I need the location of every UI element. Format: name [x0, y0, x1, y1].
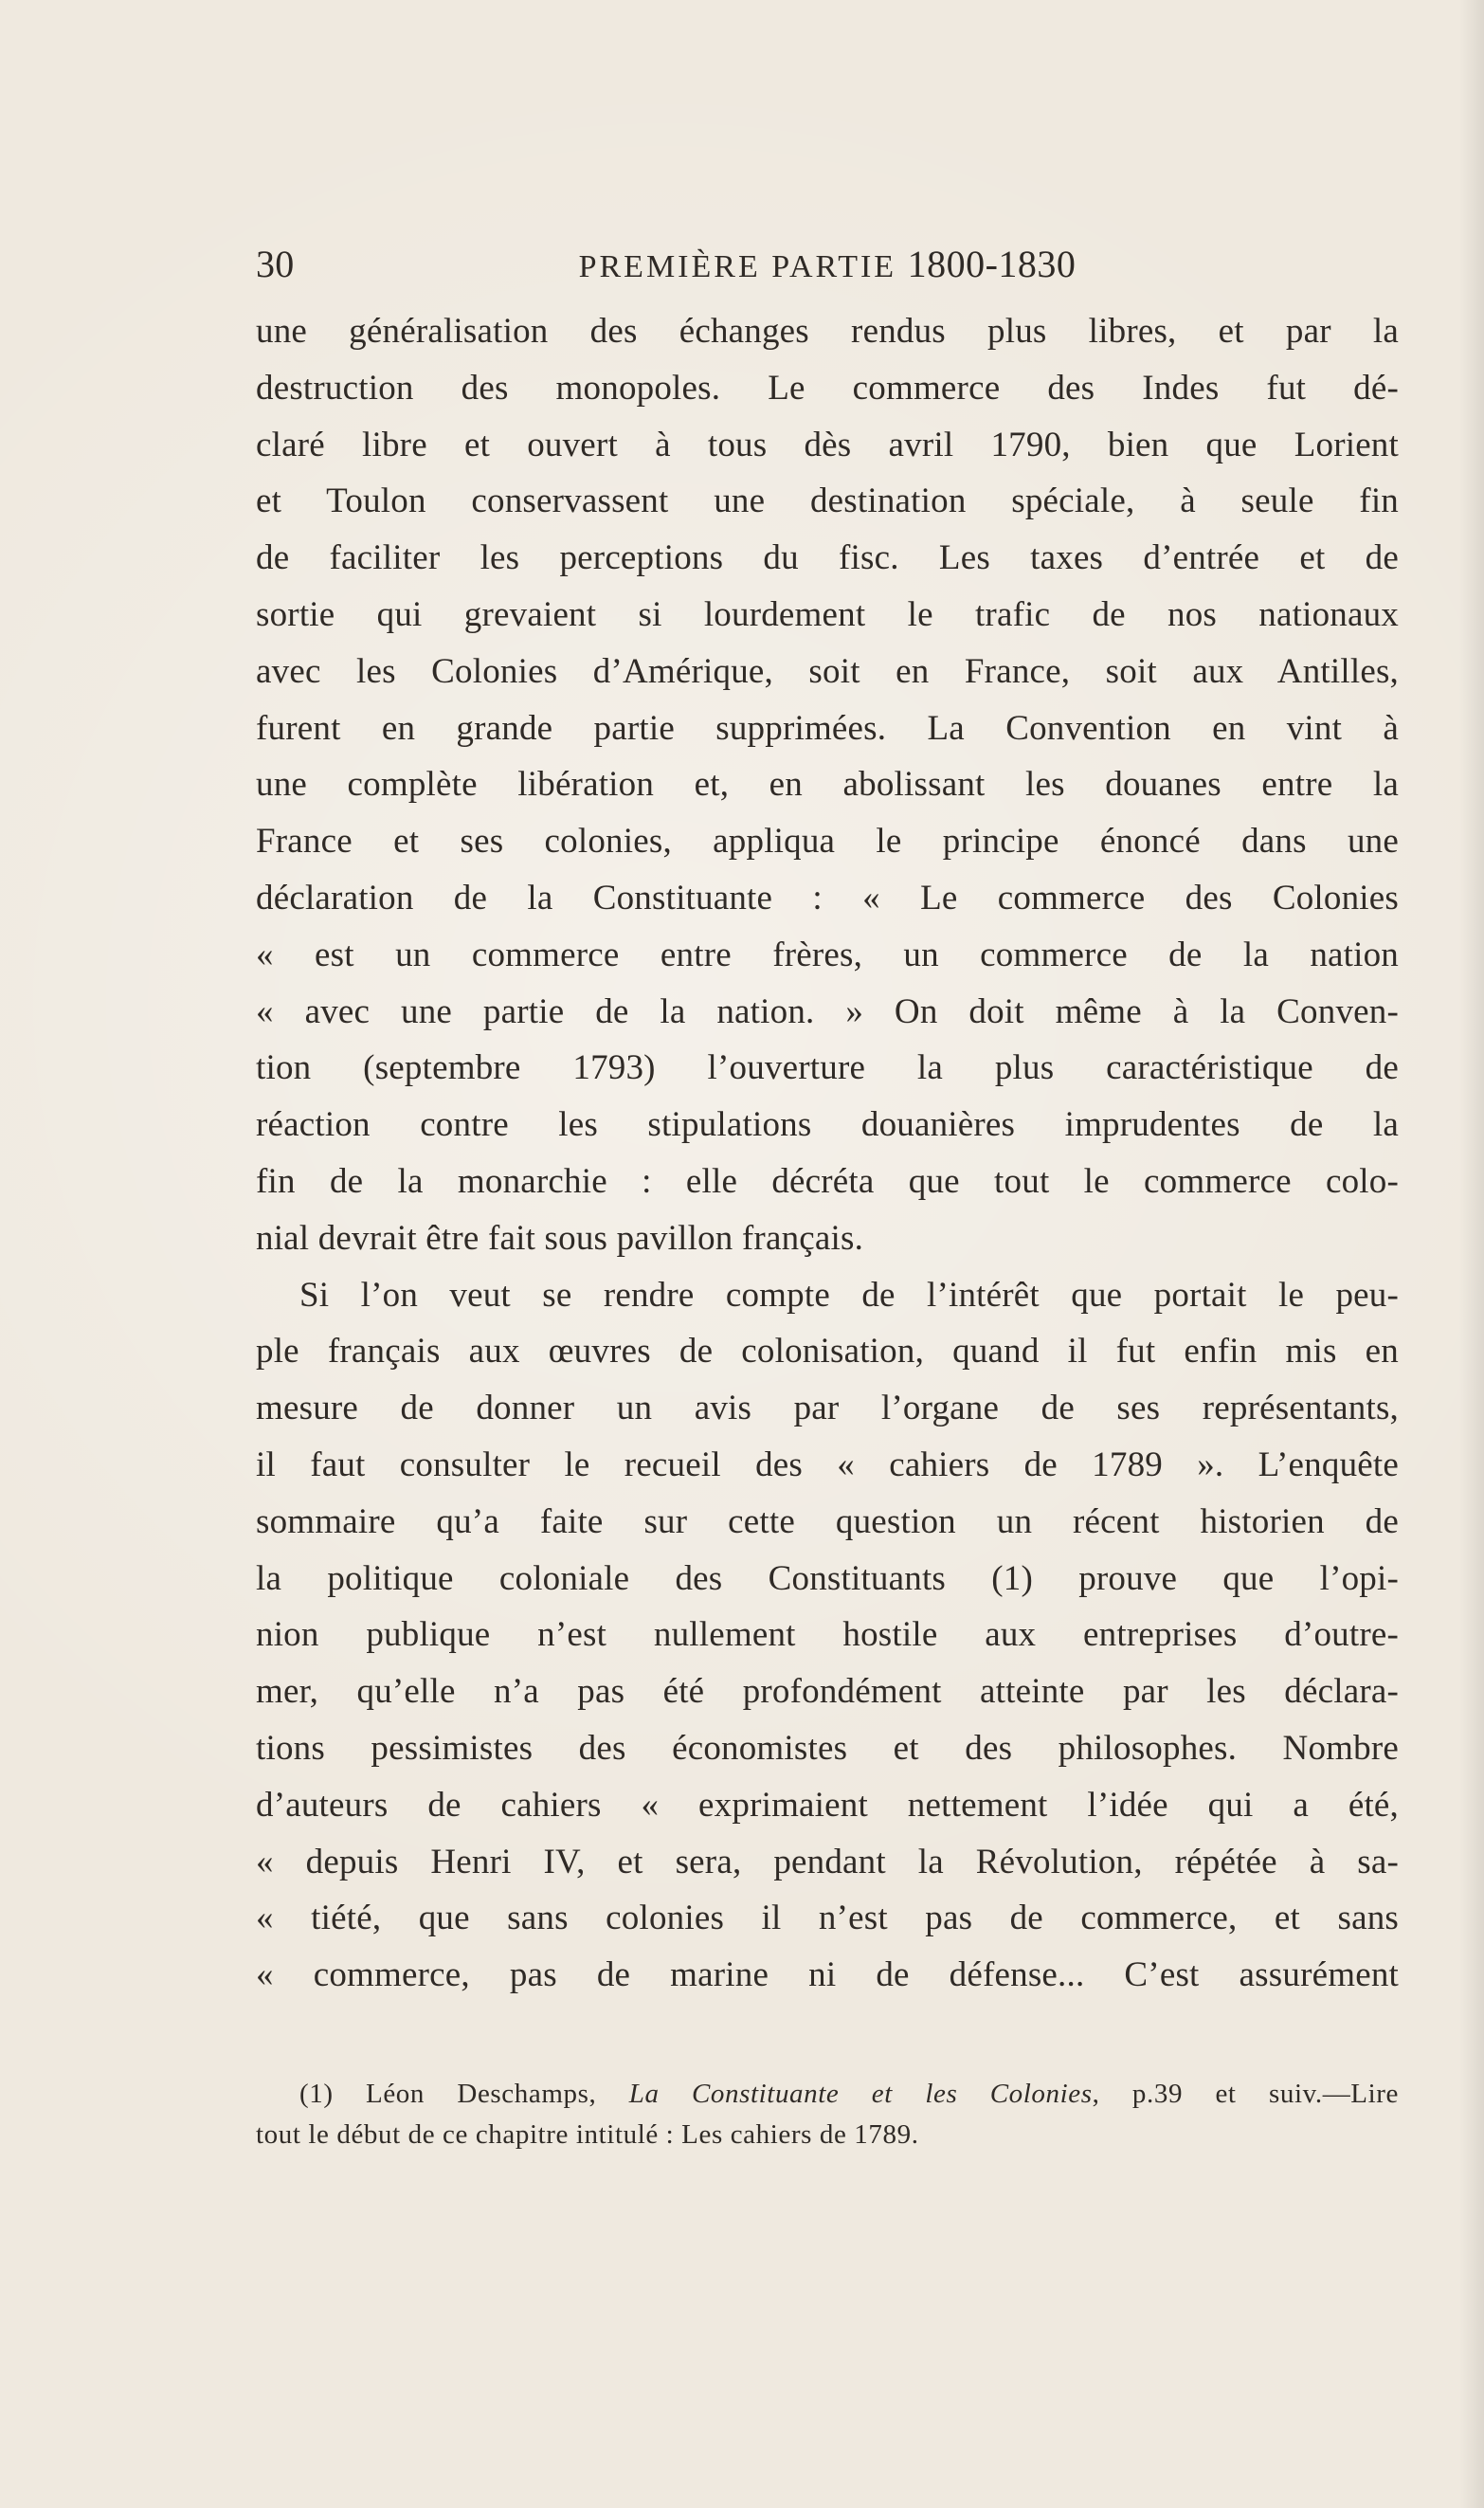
text-line: « depuis Henri IV, et sera, pendant la Révolution, répétée à sa- [256, 1842, 1399, 1881]
text-line: sommaire qu’a faite sur cette question un récent historien de [256, 1501, 1399, 1541]
page-edge-shadow [1459, 0, 1484, 2508]
text-line: mer, qu’elle n’a pas été profondément atteinte par les déclara- [256, 1672, 1399, 1712]
text-line: d’auteurs de cahiers « exprimaient nettement l’idée qui a été, [256, 1785, 1399, 1825]
text-line: « commerce, pas de marine ni de défense... C’est assurément [256, 1955, 1399, 1995]
running-title-dates: 1800-1830 [907, 243, 1077, 285]
text-line: mesure de donner un avis par l’organe de ses représentants, [256, 1389, 1399, 1428]
text-line: ple français aux œuvres de colonisation, quand il fut enfin mis en [256, 1332, 1399, 1372]
footnote-book-title: La Constituante et les Colonies [628, 2079, 1093, 2109]
text-line: tion (septembre 1793) l’ouverture la plus caractéristique de [256, 1048, 1399, 1088]
running-title-text: PREMIÈRE PARTIE [578, 249, 908, 284]
text-line: nion publique n’est nullement hostile aux entreprises d’outre- [256, 1615, 1399, 1655]
text-line: et Toulon conservassent une destination spéciale, à seule fin [256, 482, 1399, 521]
text-line: de faciliter les perceptions du fisc. Les taxes d’entrée et de [256, 538, 1399, 578]
footnote-prefix: (1) Léon Deschamps, [299, 2079, 629, 2109]
text-line: déclaration de la Constituante : « Le commerce des Colonies [256, 878, 1399, 918]
footnote [256, 2074, 1399, 2155]
running-title [256, 241, 1399, 291]
running-header [256, 241, 1399, 288]
text-line: claré libre et ouvert à tous dès avril 1790, bien que Lorient [256, 425, 1399, 464]
text-line-paragraph-end: nial devrait être fait sous pavillon français. [256, 1218, 864, 1258]
text-line: « tiété, que sans colonies il n’est pas de commerce, et sans [256, 1899, 1399, 1938]
text-line-paragraph-start: Si l’on veut se rendre compte de l’intérêt que portait le peu- [299, 1275, 1399, 1315]
text-line: tions pessimistes des économistes et des philosophes. Nombre [256, 1728, 1399, 1768]
text-line: il faut consulter le recueil des « cahiers de 1789 ». L’enquête [256, 1445, 1399, 1484]
text-line: « avec une partie de la nation. » On doit même à la Conven- [256, 991, 1399, 1031]
page-number: 30 [256, 243, 295, 285]
text-line: destruction des monopoles. Le commerce des Indes fut dé- [256, 368, 1399, 408]
text-line: furent en grande partie supprimées. La Convention en vint à [256, 708, 1399, 748]
text-line: une complète libération et, en abolissant les douanes entre la [256, 765, 1399, 805]
text-line: fin de la monarchie : elle décréta que tout le commerce colo- [256, 1161, 1399, 1201]
footnote-line: tout le début de ce chapitre intitulé : Les cahiers de 1789. [256, 2119, 919, 2150]
text-line: réaction contre les stipulations douanières imprudentes de la [256, 1105, 1399, 1145]
main-text [256, 303, 1399, 2004]
footnote-suffix: , p.39 et suiv.—Lire [1092, 2079, 1399, 2109]
footnote-line [256, 2074, 1399, 2115]
text-line: « est un commerce entre frères, un commerce de la nation [256, 935, 1399, 974]
text-line: une généralisation des échanges rendus plus libres, et par la [256, 312, 1399, 351]
text-line: avec les Colonies d’Amérique, soit en France, soit aux Antilles, [256, 651, 1399, 691]
text-line: France et ses colonies, appliqua le principe énoncé dans une [256, 822, 1399, 862]
text-line: la politique coloniale des Constituants (1) prouve que l’opi- [256, 1558, 1399, 1598]
text-line: sortie qui grevaient si lourdement le trafic de nos nationaux [256, 594, 1399, 634]
